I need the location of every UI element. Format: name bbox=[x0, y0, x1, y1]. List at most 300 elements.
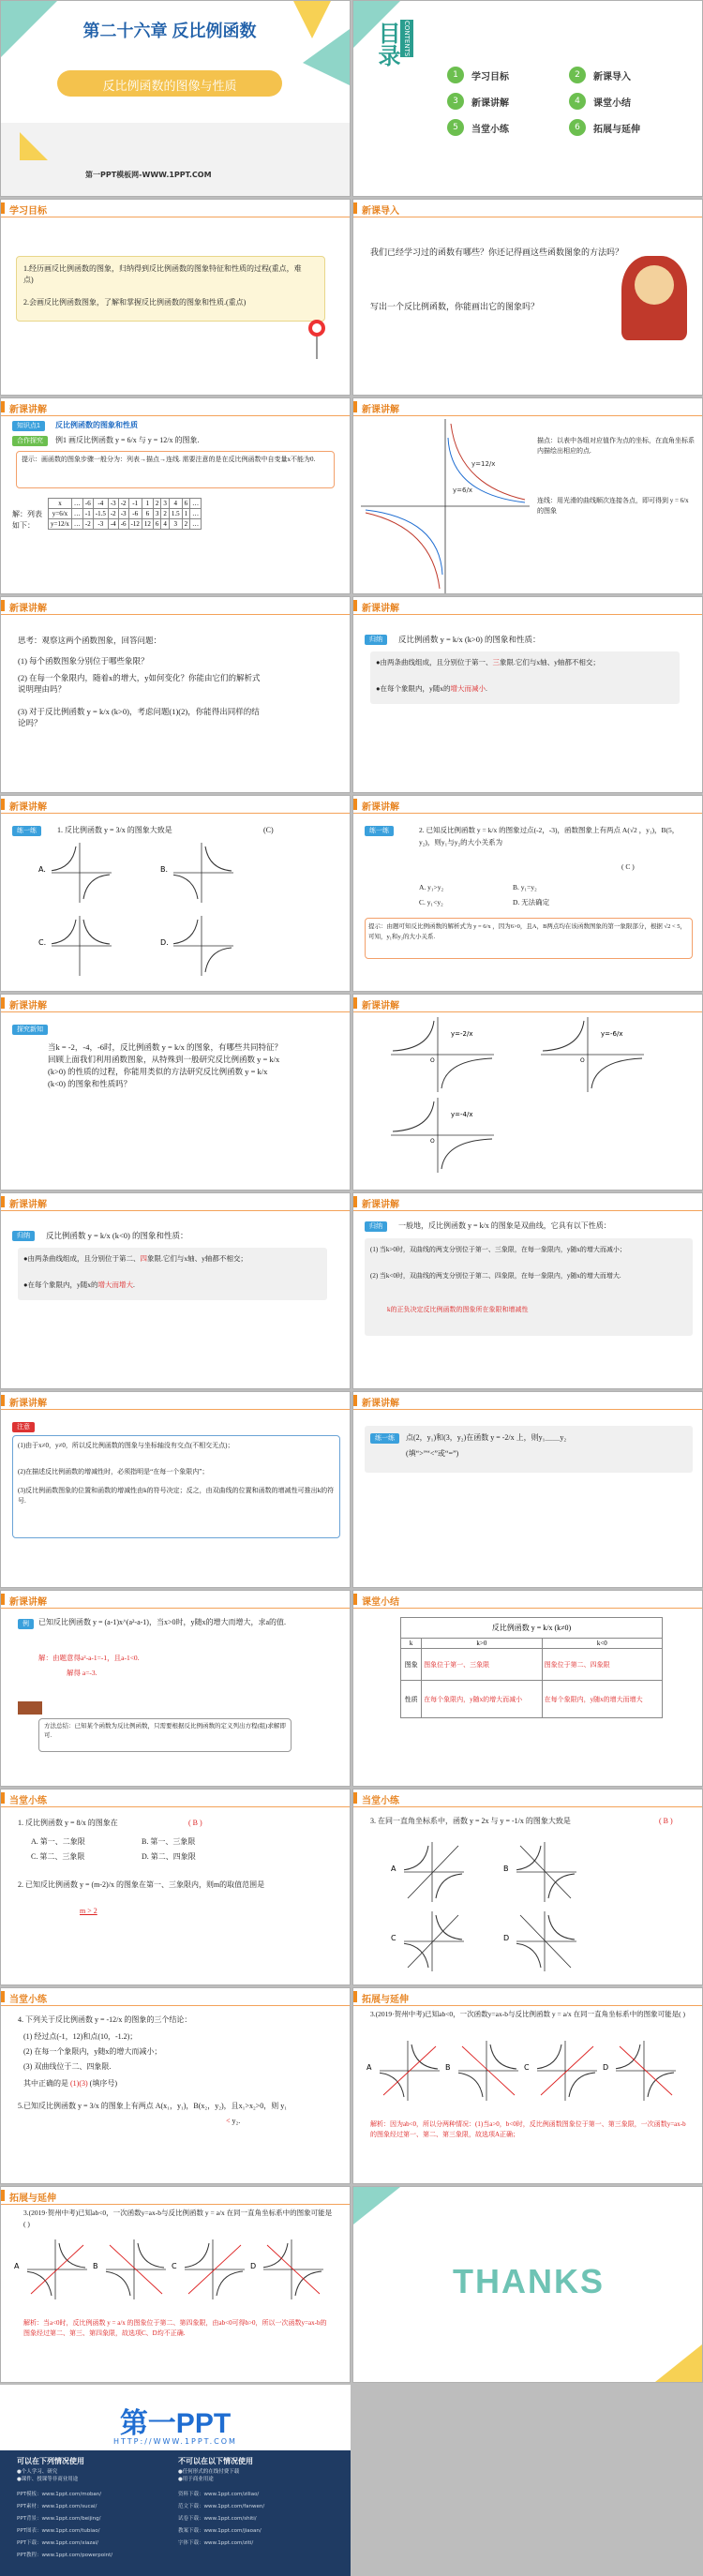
practice-1-slide bbox=[0, 1789, 351, 1985]
option-label: D bbox=[503, 1934, 510, 1942]
exercise-3-question: 点(2，y₁)和(3，y₂)在函数 y = -2/x 上，则y₁＿＿y₂ bbox=[406, 1433, 567, 1442]
footer-link[interactable]: PPT模板：www.1ppt.com/moban/ bbox=[17, 2492, 102, 2497]
practice-3-answer: ( B ) bbox=[659, 1817, 673, 1825]
graph-label: y=-2/x bbox=[451, 1030, 473, 1038]
table-cell: -6 bbox=[128, 509, 142, 519]
table-cell: -4 bbox=[93, 499, 108, 509]
table-cell: 1 bbox=[182, 509, 190, 519]
explore-tag: 合作探究 bbox=[12, 436, 48, 446]
mini-graph bbox=[27, 2239, 87, 2299]
statement-3: (3) 双曲线位于二、四象限. bbox=[23, 2062, 112, 2071]
summary-bullet-2: ●在每个象限内，y随x的增大而减小. bbox=[376, 684, 487, 693]
slide-header bbox=[353, 995, 702, 1011]
footer-link[interactable]: PPT教程：www.1ppt.com/powerpoint/ bbox=[17, 2553, 113, 2558]
property-k-positive: 在每个象限内，y随x的增大而减小 bbox=[422, 1681, 542, 1718]
branch-q2 bbox=[52, 920, 76, 944]
table-cell: … bbox=[71, 499, 82, 509]
mini-graph bbox=[173, 843, 233, 903]
slide-header bbox=[1, 597, 350, 614]
plot-note-2: 连线：用光滑的曲线顺次连接各点，即可得到 y = 6/x 的图象 bbox=[537, 497, 689, 515]
label-y12: y=12/x bbox=[471, 460, 496, 468]
slide-header bbox=[353, 1392, 702, 1409]
practice-tag: 练一练 bbox=[12, 826, 41, 836]
forbidden-item-1: ●任何形式的在线付费下载 bbox=[178, 2469, 240, 2475]
table-cell: … bbox=[71, 509, 82, 519]
practice-3-slide bbox=[0, 1987, 351, 2184]
thanks-text: THANKS bbox=[453, 2262, 605, 2300]
table-cell: … bbox=[190, 509, 202, 519]
toc-item-2[interactable] bbox=[569, 67, 681, 83]
toc-label: 新课讲解 bbox=[471, 98, 509, 109]
table-cell: y=6/x bbox=[49, 509, 72, 519]
option-c: C. 第二、三象限 bbox=[31, 1852, 85, 1861]
exercise-2-question: 2. 已知反比例函数 y = k/x 的图象过点(-2，-3)，函数图象上有两点 A(√2 ，y₁)，B(5，y₂)，则y₁与y₂的大小关系为 bbox=[419, 826, 680, 846]
option-a: A. 第一、二象限 bbox=[31, 1837, 85, 1846]
summary-k-negative-slide bbox=[0, 1192, 351, 1389]
table-cell: -3 bbox=[93, 519, 108, 530]
table-cell: 4 bbox=[169, 499, 182, 509]
slide-header bbox=[1, 796, 350, 813]
branch-q1 bbox=[83, 920, 110, 944]
toc-list bbox=[447, 67, 691, 151]
example-1: 例1 画反比例函数 y = 6/x 与 y = 12/x 的图象. bbox=[55, 436, 200, 444]
general-intro: 一般地，反比例函数 y = k/x 的图象是双曲线，它具有以下性质： bbox=[398, 1221, 611, 1230]
label-y6: y=6/x bbox=[453, 487, 472, 494]
exercise-2-answer: ( C ) bbox=[621, 862, 635, 871]
branch-q4 bbox=[569, 2073, 595, 2097]
footer-link[interactable]: PPT背景：www.1ppt.com/beijing/ bbox=[17, 2516, 101, 2522]
option-label: C. bbox=[38, 938, 47, 947]
header-title: 新课讲解 bbox=[362, 1001, 399, 1011]
branch-q2 bbox=[393, 1101, 434, 1131]
footer-link[interactable]: 试卷下载：www.1ppt.com/shiti/ bbox=[178, 2516, 257, 2522]
table-cell: 2 bbox=[153, 499, 161, 509]
practice-4-answer: (1)(3) bbox=[70, 2079, 88, 2088]
table-cell: 3 bbox=[161, 499, 170, 509]
slide-header bbox=[1, 1392, 350, 1409]
table-cell: -12 bbox=[128, 519, 142, 530]
toc-heading-en: CONTENTS bbox=[400, 20, 413, 57]
summary-tag: 归纳 bbox=[12, 1231, 35, 1241]
exercise-1-answer: (C) bbox=[263, 826, 274, 834]
origin-label: O bbox=[580, 1057, 585, 1064]
cartoon-face bbox=[635, 265, 674, 305]
think-q2: (2) 在每一个象限内，随着x的增大，y如何变化？你能由它们的解析式说明理由吗？ bbox=[18, 673, 261, 694]
mini-graph bbox=[380, 2041, 440, 2101]
negative-k-intro-slide bbox=[0, 994, 351, 1191]
branch-q2 bbox=[393, 1021, 434, 1051]
graph-label: y=-4/x bbox=[451, 1111, 473, 1118]
graph-option bbox=[38, 916, 113, 978]
graph-option bbox=[445, 2041, 520, 2103]
branch-q3 bbox=[173, 875, 198, 899]
summary-table-title: 反比例函数 y = k/x (k≠0) bbox=[401, 1618, 663, 1639]
practice-tag: 练一练 bbox=[370, 1433, 399, 1444]
property-1: (1) 当k>0时，双曲线的两支分别位于第一、三象限，在每一象限内，y随x的增大而减小； bbox=[370, 1246, 626, 1253]
forbidden-item-2: ●用于商业用途 bbox=[178, 2477, 214, 2482]
practice-1-answer: ( B ) bbox=[188, 1819, 202, 1827]
mini-graph bbox=[185, 2239, 245, 2299]
example-question: 已知反比例函数 y = (a-1)x^(a²-a-1)，当x>0时，y随x的增大而增大，求a的值. bbox=[38, 1618, 287, 1626]
branch-q2 bbox=[616, 2044, 640, 2069]
option-label: D. bbox=[160, 938, 169, 947]
graph-option bbox=[603, 2041, 678, 2103]
branch-q2 bbox=[404, 1846, 428, 1870]
method-summary: 方法总结：已知某个函数为反比例函数，只需要根据反比例函数的定义列出方程(组)求解即可. bbox=[44, 1723, 286, 1739]
kp-title: 反比例函数的图象和性质 bbox=[55, 421, 138, 429]
graph-option bbox=[391, 1911, 466, 1973]
table-cell: -3 bbox=[118, 509, 128, 519]
curve-6-q3 bbox=[366, 510, 442, 575]
sign-board-icon bbox=[18, 1701, 42, 1715]
graph-k-positive: 图象位于第一、三象限 bbox=[422, 1649, 542, 1681]
header-title: 拓展与延伸 bbox=[9, 2194, 56, 2204]
slide-header bbox=[353, 1988, 702, 2005]
table-cell: 12 bbox=[142, 519, 153, 530]
slide-header bbox=[353, 1790, 702, 1806]
explore-text: 当k = -2，-4，-6时，反比例函数 y = k/x 的图象，有哪些共同特征？回顾上面我们利用函数图象，从特殊到一般研究反比例函数 y = k/x (k>0) 的性质的过程，你能用类似的方法研究反比例函数 y = k/x (k<0) 的图象和性质吗？ bbox=[48, 1042, 282, 1088]
summary-bullet-1: ●由两条曲线组成，且分别位于第一、三象限.它们与x轴、y轴都不相交； bbox=[376, 658, 600, 666]
mini-graph bbox=[616, 2041, 676, 2101]
option-label: B bbox=[93, 2262, 98, 2270]
header-title: 新课讲解 bbox=[362, 1200, 399, 1210]
toc-label: 课堂小结 bbox=[593, 98, 631, 109]
branch-q3 bbox=[458, 2073, 483, 2097]
table-cell: -1.5 bbox=[93, 509, 108, 519]
lollipop-icon bbox=[308, 320, 325, 337]
toc-label: 学习目标 bbox=[471, 72, 509, 82]
negative-k-graphs-slide bbox=[352, 994, 703, 1191]
extension-solution: 解析：当a<0时，反比例函数 y = a/x 的图象位于第二、第四象限，由ab<0可得b>0，所以一次函数y=ax-b的图象经过第二、第三、第四象限，故选项C、D均不正确. bbox=[23, 2319, 327, 2337]
branch-q3 bbox=[404, 1943, 428, 1968]
summary-title: 反比例函数 y = k/x (k<0) 的图象和性质： bbox=[46, 1231, 188, 1240]
think-q3: (3) 对于反比例函数 y = k/x (k>0)，考虑问题(1)(2)，你能得出同样的结论吗？ bbox=[18, 707, 260, 727]
branch-q1 bbox=[138, 2243, 164, 2268]
slide-header bbox=[353, 398, 702, 415]
table-cell: -6 bbox=[82, 499, 93, 509]
practice-5-question: 5.已知反比例函数 y = 3/x 的图象上有两点 A(x₁，y₁)，B(x₂，y₂)，且x₁>x₂>0，则 y₁ bbox=[18, 2102, 288, 2110]
goal-1: 1.经历画反比例函数的图象，归纳得到反比例函数的图象特征和性质的过程(重点，难点) bbox=[23, 264, 302, 284]
option-label: A bbox=[391, 1865, 396, 1873]
slide-header bbox=[1, 1591, 350, 1608]
exercise-3-slide bbox=[352, 1391, 703, 1588]
slide-header bbox=[353, 1591, 702, 1608]
option-b: B. 第一、三象限 bbox=[142, 1837, 196, 1846]
summary-table bbox=[400, 1617, 663, 1718]
footer-logo: 第一PPT bbox=[119, 2408, 232, 2439]
mini-graph bbox=[516, 1842, 576, 1902]
curve-12-q3 bbox=[366, 513, 440, 589]
toc-item-1[interactable] bbox=[447, 67, 560, 83]
option-label: D bbox=[250, 2262, 257, 2270]
table-cell: -2 bbox=[118, 499, 128, 509]
graph-option bbox=[14, 2239, 89, 2301]
branch-q1 bbox=[490, 2044, 516, 2069]
exercise-2-slide bbox=[352, 795, 703, 992]
header-title: 学习目标 bbox=[9, 206, 47, 217]
graph-option bbox=[160, 916, 235, 978]
mini-graph bbox=[404, 1842, 464, 1902]
mini-graph bbox=[516, 1911, 576, 1971]
col-k: k bbox=[401, 1639, 422, 1649]
table-cell: -1 bbox=[128, 499, 142, 509]
summary-general-slide bbox=[352, 1192, 703, 1389]
negative-k-graph bbox=[391, 1098, 494, 1173]
graph-option bbox=[503, 1911, 578, 1973]
toc-number-badge: 6 bbox=[569, 119, 586, 136]
graph-k-negative: 图象位于第二、四象限 bbox=[542, 1649, 662, 1681]
think-intro: 思考：观察这两个函数图象，回答问题： bbox=[18, 636, 162, 645]
extension-question: 3.(2019·贺州中考)已知ab<0，一次函数y=ax-b与反比例函数 y = a/x 在同一直角坐标系中的图象可能是( ) bbox=[370, 2010, 685, 2018]
mini-graph bbox=[173, 916, 233, 976]
branch-q1 bbox=[205, 846, 232, 871]
slide-header bbox=[1, 995, 350, 1011]
table-cell: 1.5 bbox=[169, 509, 182, 519]
example-slide bbox=[0, 1590, 351, 1787]
toc-number-badge: 4 bbox=[569, 93, 586, 110]
table-cell: y=12/x bbox=[49, 519, 72, 530]
header-title: 课堂小结 bbox=[362, 1597, 399, 1608]
header-title: 拓展与延伸 bbox=[362, 1995, 409, 2005]
option-label: D bbox=[603, 2063, 609, 2072]
statement-1: (1) 经过点(-1，12)和点(10，-1.2)； bbox=[23, 2032, 138, 2041]
toc-number-badge: 3 bbox=[447, 93, 464, 110]
table-cell: 6 bbox=[182, 499, 190, 509]
table-cell: 3 bbox=[169, 519, 182, 530]
note-2: (2)在描述反比例函数的增减性时，必须指明是“在每一个象限内”； bbox=[18, 1468, 209, 1475]
branch-q4 bbox=[441, 1058, 492, 1088]
option-a: A. y₁>y₂ bbox=[419, 883, 444, 891]
knowledge-point-slide bbox=[0, 397, 351, 594]
chapter-title: 第二十六章 反比例函数 bbox=[82, 22, 257, 40]
property-2: (2) 当k<0时，双曲线的两支分别位于第二、四象限，在每一象限内，y随x的增大而增大. bbox=[370, 1272, 621, 1280]
table-cell: 6 bbox=[153, 519, 161, 530]
row-graph-header: 图象 bbox=[401, 1649, 422, 1681]
branch-q4 bbox=[205, 948, 232, 972]
graph-option bbox=[160, 843, 235, 905]
summary-bullet-2: ●在每个象限内，y随x的增大而增大. bbox=[23, 1281, 135, 1289]
toc-label: 新课导入 bbox=[593, 72, 631, 82]
option-label: C bbox=[172, 2262, 177, 2270]
property-note: k的正负决定反比例函数的图象所在象限和增减性 bbox=[387, 1306, 529, 1313]
graph-option bbox=[93, 2239, 168, 2301]
plot-slide bbox=[352, 397, 703, 594]
table-cell: 2 bbox=[161, 509, 170, 519]
branch-q2 bbox=[263, 2243, 288, 2268]
header-title: 新课讲解 bbox=[362, 604, 399, 614]
option-d: D. 无法确定 bbox=[513, 898, 550, 906]
extension-solution: 解析：因为ab<0，所以分两种情况：(1)当a>0，b<0时，反比例函数图象位于第一、第三象限，一次函数y=ax-b的图象经过第一、第二、第三象限，故选项A正确； bbox=[370, 2120, 686, 2138]
y6-row bbox=[49, 509, 202, 519]
toc-heading: 目录 bbox=[374, 22, 399, 67]
kp-tag: 知识点1 bbox=[12, 421, 45, 431]
allowed-item-2: ●课件、授课等非商业用途 bbox=[17, 2477, 79, 2482]
mini-graph bbox=[106, 2239, 166, 2299]
slide-header bbox=[353, 597, 702, 614]
teal-side-shape bbox=[303, 29, 350, 85]
footer-link[interactable]: PPT下载：www.1ppt.com/xiazai/ bbox=[17, 2540, 99, 2546]
table-cell: -2 bbox=[82, 519, 93, 530]
toc-slide bbox=[352, 0, 703, 197]
hint-text: 提示：由题可知反比例函数的解析式为 y = 6/x ，因为6>0，且A，B两点均在该函数图象的第一象限部分，根据 √2 < 5，可知，y₁和y₂的大小关系. bbox=[368, 923, 687, 940]
intro-question-2: 写出一个反比例函数，你能画出它的图象吗？ bbox=[370, 302, 540, 311]
exercise-1-slide bbox=[0, 795, 351, 992]
table-cell: 4 bbox=[161, 519, 170, 530]
property-k-negative: 在每个象限内，y随x的增大而增大 bbox=[542, 1681, 662, 1718]
slide-header bbox=[1, 200, 350, 217]
exercise-3-fill: (填“>”“<”或“=”) bbox=[406, 1449, 459, 1458]
table-cell: 1 bbox=[142, 499, 153, 509]
header-title: 新课讲解 bbox=[9, 1200, 47, 1210]
mini-graph bbox=[52, 843, 112, 903]
header-title: 新课讲解 bbox=[9, 802, 47, 813]
header-title: 新课讲解 bbox=[9, 1597, 47, 1608]
table-cell: -1 bbox=[82, 509, 93, 519]
note-1: (1)由于x≠0，y≠0，所以反比例函数的图象与坐标轴没有交点(不相交无点)； bbox=[18, 1442, 234, 1449]
toc-number-badge: 2 bbox=[569, 67, 586, 83]
header-title: 新课讲解 bbox=[362, 802, 399, 813]
practice-4-answer-line: 其中正确的是 (1)(3) (填序号) bbox=[23, 2079, 117, 2088]
practice-5-answer: < bbox=[226, 2117, 231, 2125]
toc-item-5[interactable] bbox=[447, 119, 560, 136]
table-cell: 3 bbox=[153, 509, 161, 519]
option-label: B bbox=[503, 1865, 509, 1873]
mini-graph bbox=[52, 916, 112, 976]
graph-option bbox=[172, 2239, 247, 2301]
footer-url: HTTP://WWW.1PPT.COM bbox=[113, 2437, 237, 2446]
title-slide bbox=[0, 0, 351, 197]
option-d: D. 第二、四象限 bbox=[142, 1852, 196, 1861]
branch-q4 bbox=[441, 1139, 492, 1169]
option-label: A bbox=[14, 2262, 20, 2270]
toc-label: 当堂小练 bbox=[471, 125, 509, 135]
toc-item-3[interactable] bbox=[447, 93, 560, 110]
goals-slide bbox=[0, 199, 351, 396]
header-title: 新课讲解 bbox=[9, 1399, 47, 1409]
example-tag: 例 bbox=[18, 1619, 34, 1629]
intro-question-1: 我们已经学习过的函数有哪些？你还记得画这些函数图象的方法吗？ bbox=[370, 247, 624, 257]
branch-q3 bbox=[27, 2271, 52, 2296]
footer-link[interactable]: 资料下载：www.1ppt.com/ziliao/ bbox=[178, 2492, 260, 2497]
graph-option bbox=[503, 1842, 578, 1904]
header-title: 新课讲解 bbox=[362, 405, 399, 415]
row-property-header: 性质 bbox=[401, 1681, 422, 1718]
table-cell: … bbox=[71, 519, 82, 530]
branch-q2 bbox=[173, 920, 198, 944]
mini-graph bbox=[458, 2041, 518, 2101]
footer-link[interactable]: PPT素材：www.1ppt.com/sucai/ bbox=[17, 2504, 97, 2509]
teal-corner-shape bbox=[353, 2187, 400, 2224]
graph-option bbox=[391, 1842, 466, 1904]
branch-q3 bbox=[106, 2271, 130, 2296]
plot-note-1: 描点：以表中各组对应值作为点的坐标，在直角坐标系内描绘出相应的点. bbox=[537, 437, 695, 455]
allowed-item-1: ●个人学习、研究 bbox=[17, 2469, 58, 2475]
footer-link[interactable]: 字体下载：www.1ppt.com/ziti/ bbox=[178, 2540, 254, 2546]
note-3: (3)反比例函数图象的位置和函数的增减性由k的符号决定；反之，由双曲线的位置和函数的增减性可推出k的符号. bbox=[18, 1487, 335, 1505]
slide-header bbox=[1, 1988, 350, 2005]
class-summary-slide bbox=[352, 1590, 703, 1787]
option-label: B bbox=[445, 2063, 451, 2072]
allowed-title: 可以在下列情况使用 bbox=[17, 2457, 84, 2465]
graph-option bbox=[38, 843, 113, 905]
header-title: 新课导入 bbox=[362, 206, 399, 217]
value-table bbox=[48, 498, 202, 530]
table-cell: … bbox=[190, 519, 202, 530]
statement-2: (2) 在每一个象限内，y随x的增大而减小； bbox=[23, 2047, 162, 2056]
summary-title: 反比例函数 y = k/x (k>0) 的图象和性质： bbox=[398, 635, 541, 644]
graph-svg bbox=[391, 1017, 494, 1092]
note-tag: 注意 bbox=[12, 1422, 35, 1432]
footer-link[interactable]: 教案下载：www.1ppt.com/jiaoan/ bbox=[178, 2528, 262, 2534]
tip-text: 提示：画函数的图象步骤一般分为：列表→描点→连线. 需要注意的是在反比例函数中自变量x不能为0. bbox=[22, 456, 316, 463]
title-band bbox=[1, 123, 351, 197]
graph-label: y=-6/x bbox=[601, 1030, 623, 1038]
toc-item-6[interactable] bbox=[569, 119, 681, 136]
lollipop-stick bbox=[316, 337, 318, 359]
practice-1-question: 1. 反比例函数 y = 8/x 的图象在 bbox=[18, 1819, 118, 1827]
branch-q2 bbox=[543, 1021, 584, 1051]
x-row bbox=[49, 499, 202, 509]
summary-tag: 归纳 bbox=[365, 1221, 387, 1232]
table-cell: x bbox=[49, 499, 72, 509]
example-answer: 解得 a=-3. bbox=[67, 1669, 97, 1677]
header-title: 新课讲解 bbox=[9, 604, 47, 614]
option-label: C bbox=[524, 2063, 530, 2072]
slide-header bbox=[1, 2187, 350, 2204]
extension-1-slide bbox=[352, 1987, 703, 2184]
header-title: 当堂小练 bbox=[362, 1796, 399, 1806]
explore-tag: 探究新知 bbox=[12, 1025, 48, 1035]
col-k-negative: k<0 bbox=[542, 1639, 662, 1649]
notes-slide bbox=[0, 1391, 351, 1588]
thanks-slide bbox=[352, 2186, 703, 2383]
forbidden-title: 不可以在以下情况使用 bbox=[178, 2457, 253, 2465]
summary-k-positive-slide bbox=[352, 596, 703, 793]
table-cell: -4 bbox=[108, 519, 118, 530]
practice-2-slide bbox=[352, 1789, 703, 1985]
branch-q3 bbox=[516, 1943, 541, 1968]
option-label: A bbox=[366, 2063, 372, 2072]
hyperbola-plot bbox=[361, 419, 530, 593]
table-cell: 2 bbox=[182, 519, 190, 530]
graph-svg bbox=[391, 1098, 494, 1173]
option-label: A. bbox=[38, 865, 46, 874]
branch-q4 bbox=[83, 875, 110, 899]
practice-tag: 练一练 bbox=[365, 826, 394, 836]
option-c: C. y₁<y₂ bbox=[419, 898, 443, 906]
branch-q1 bbox=[548, 1915, 575, 1939]
graph-svg bbox=[541, 1017, 644, 1092]
toc-label: 拓展与延伸 bbox=[593, 125, 640, 135]
col-k-positive: k>0 bbox=[422, 1639, 542, 1649]
header-title: 新课讲解 bbox=[362, 1399, 399, 1409]
footer-link[interactable]: PPT图表：www.1ppt.com/tubiao/ bbox=[17, 2528, 100, 2534]
header-title: 当堂小练 bbox=[9, 1796, 47, 1806]
toc-item-4[interactable] bbox=[569, 93, 681, 110]
slide-header bbox=[1, 1790, 350, 1806]
mini-graph bbox=[404, 1911, 464, 1971]
slide-header bbox=[353, 200, 702, 217]
table-cell: -6 bbox=[118, 519, 128, 530]
table-cell: -3 bbox=[108, 499, 118, 509]
negative-k-graph bbox=[391, 1017, 494, 1092]
branch-q3 bbox=[380, 2073, 404, 2097]
extension-2-slide bbox=[0, 2186, 351, 2383]
negative-k-graph bbox=[541, 1017, 644, 1092]
footer-link[interactable]: 范文下载：www.1ppt.com/fanwen/ bbox=[178, 2504, 265, 2509]
intro-slide bbox=[352, 199, 703, 396]
toc-number-badge: 5 bbox=[447, 119, 464, 136]
